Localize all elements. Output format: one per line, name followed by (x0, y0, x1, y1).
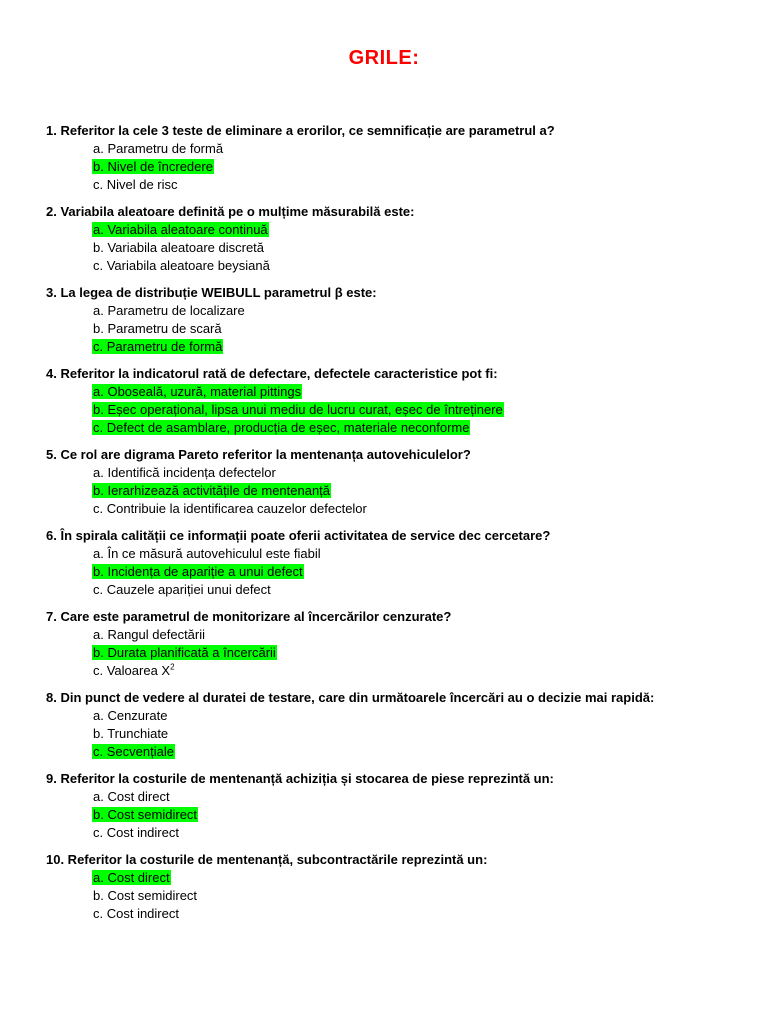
superscript: 2 (170, 662, 175, 672)
answer-option-text (92, 384, 302, 399)
question-text: 4. Referitor la indicatorul rată de defectare, defectele caracteristice pot fi: (46, 366, 498, 381)
answer-option-text (92, 870, 171, 885)
answer-option-correct (46, 743, 746, 761)
answer-option-label: a. Rangul defectării (93, 627, 206, 642)
answer-option-label: c. Defect de asamblare, producția de eșec, materiale neconforme (93, 420, 470, 435)
question-6 (46, 526, 746, 599)
answer-option-label: b. Trunchiate (93, 726, 169, 741)
answer-option-correct (46, 338, 746, 356)
answer-options (46, 545, 746, 599)
answer-options (46, 707, 746, 761)
answer-option (46, 140, 746, 158)
answer-option-text (92, 402, 504, 417)
answer-option-correct (46, 221, 746, 239)
answer-option (46, 464, 746, 482)
answer-option-text (92, 159, 214, 174)
answer-option-label: c. Secvențiale (93, 744, 174, 759)
answer-option-text (92, 546, 322, 561)
question-text: 10. Referitor la costurile de mentenanță, subcontractările reprezintă un: (46, 852, 488, 867)
question-text: 5. Ce rol are digrama Pareto referitor la mentenanța autovehiculelor? (46, 447, 471, 462)
answer-option-label: c. Cauzele apariției unui defect (93, 582, 271, 597)
answer-option-text (92, 321, 223, 336)
answer-option (46, 500, 746, 518)
answer-option-text (92, 177, 179, 192)
question-8 (46, 688, 746, 761)
answer-option-label: b. Cost semidirect (93, 888, 198, 903)
answer-option (46, 626, 746, 644)
answer-option-label: b. Parametru de scară (93, 321, 222, 336)
answer-options (46, 221, 746, 275)
answer-option-correct (46, 401, 746, 419)
answer-option (46, 176, 746, 194)
answer-option-text (92, 726, 169, 741)
question-7 (46, 607, 746, 680)
page-title: GRILE: (348, 47, 420, 69)
answer-option (46, 545, 746, 563)
answer-option-label: a. Cenzurate (93, 708, 168, 723)
answer-option-label: a. Oboseală, uzură, material pittings (93, 384, 302, 399)
answer-option-text (92, 501, 368, 516)
answer-option-text (92, 708, 168, 723)
answer-option-label: a. Variabila aleatoare continuă (93, 222, 268, 237)
question-text: 1. Referitor la cele 3 teste de eliminare a erorilor, ce semnificație are parametrul a? (46, 123, 555, 138)
answer-option-label: b. Incidența de apariție a unui defect (93, 564, 303, 579)
answer-option-label: b. Variabila aleatoare discretă (93, 240, 265, 255)
question-9 (46, 769, 746, 842)
question-text: 7. Care este parametrul de monitorizare al încercărilor cenzurate? (46, 609, 452, 624)
answer-option-label: c. Contribuie la identificarea cauzelor defectelor (93, 501, 367, 516)
answer-option-label: b. Cost semidirect (93, 807, 198, 822)
question-10 (46, 850, 746, 923)
answer-option-correct (46, 482, 746, 500)
answer-option-correct (46, 806, 746, 824)
question-text: 6. În spirala calității ce informații poate oferii activitatea de service dec cercetare? (46, 528, 551, 543)
answer-option-label: b. Ierarhizează activitățile de mentenanță (93, 483, 331, 498)
answer-option-text (92, 222, 269, 237)
answer-option-label: b. Nivel de încredere (93, 159, 213, 174)
answer-option-label: c. Nivel de risc (93, 177, 178, 192)
answer-option-label: c. Valoarea X (93, 663, 171, 678)
answer-option-label: c. Variabila aleatoare beysiană (93, 258, 270, 273)
answer-option (46, 581, 746, 599)
answer-option-label: b. Eșec operațional, lipsa unui mediu de lucru curat, eșec de întreținere (93, 402, 503, 417)
question-text: 9. Referitor la costurile de mentenanță achiziția și stocarea de piese reprezintă un: (46, 771, 554, 786)
answer-option-text (92, 420, 470, 435)
answer-option-text (92, 807, 198, 822)
question-5 (46, 445, 746, 518)
answer-option-correct (46, 563, 746, 581)
answer-option-text (92, 258, 271, 273)
answer-option (46, 788, 746, 806)
answer-option-label: a. Parametru de formă (93, 141, 224, 156)
answer-option-text (92, 582, 272, 597)
answer-option-text (92, 906, 180, 921)
question-text: 8. Din punct de vedere al duratei de testare, care din următoarele încercări au o decizie mai rapidă: (46, 690, 655, 705)
answer-options (46, 788, 746, 842)
answer-option-text (92, 627, 206, 642)
answer-option-label: a. Cost direct (93, 789, 170, 804)
answer-option-text (92, 663, 176, 678)
answer-option-text (92, 465, 277, 480)
answer-options (46, 140, 746, 194)
question-1 (46, 121, 746, 194)
answer-option (46, 725, 746, 743)
answer-option (46, 905, 746, 923)
answer-option-text (92, 483, 331, 498)
answer-option-text (92, 744, 175, 759)
question-text: 3. La legea de distribuție WEIBULL parametrul β este: (46, 285, 377, 300)
question-2 (46, 202, 746, 275)
answer-option (46, 707, 746, 725)
answer-option-text (92, 141, 224, 156)
answer-option-correct (46, 383, 746, 401)
answer-option-text (92, 303, 246, 318)
answer-option (46, 302, 746, 320)
answer-option-text (92, 825, 180, 840)
answer-option-label: a. Parametru de localizare (93, 303, 245, 318)
answer-options (46, 383, 746, 437)
answer-option (46, 887, 746, 905)
answer-option (46, 320, 746, 338)
answer-option-text (92, 564, 304, 579)
answer-option-text (92, 339, 223, 354)
answer-option-text (92, 240, 265, 255)
answer-option (46, 239, 746, 257)
answer-options (46, 869, 746, 923)
answer-option-label: c. Cost indirect (93, 906, 179, 921)
answer-option-label: b. Durata planificată a încercării (93, 645, 276, 660)
question-text: 2. Variabila aleatoare definită pe o mulțime măsurabilă este: (46, 204, 415, 219)
answer-options (46, 626, 746, 680)
answer-option (46, 257, 746, 275)
answer-options (46, 464, 746, 518)
question-3 (46, 283, 746, 356)
answer-option-text (92, 645, 277, 660)
answer-option-correct (46, 419, 746, 437)
answer-option-label: c. Cost indirect (93, 825, 179, 840)
answer-option (46, 662, 746, 680)
answer-option-label: c. Parametru de formă (93, 339, 223, 354)
answer-option-correct (46, 869, 746, 887)
question-list (46, 121, 746, 931)
answer-options (46, 302, 746, 356)
question-4 (46, 364, 746, 437)
answer-option-label: a. Identifică incidența defectelor (93, 465, 276, 480)
answer-option-correct (46, 644, 746, 662)
answer-option-correct (46, 158, 746, 176)
answer-option-label: a. Cost direct (93, 870, 170, 885)
answer-option-text (92, 888, 198, 903)
answer-option-label: a. În ce măsură autovehiculul este fiabil (93, 546, 321, 561)
answer-option (46, 824, 746, 842)
answer-option-text (92, 789, 171, 804)
